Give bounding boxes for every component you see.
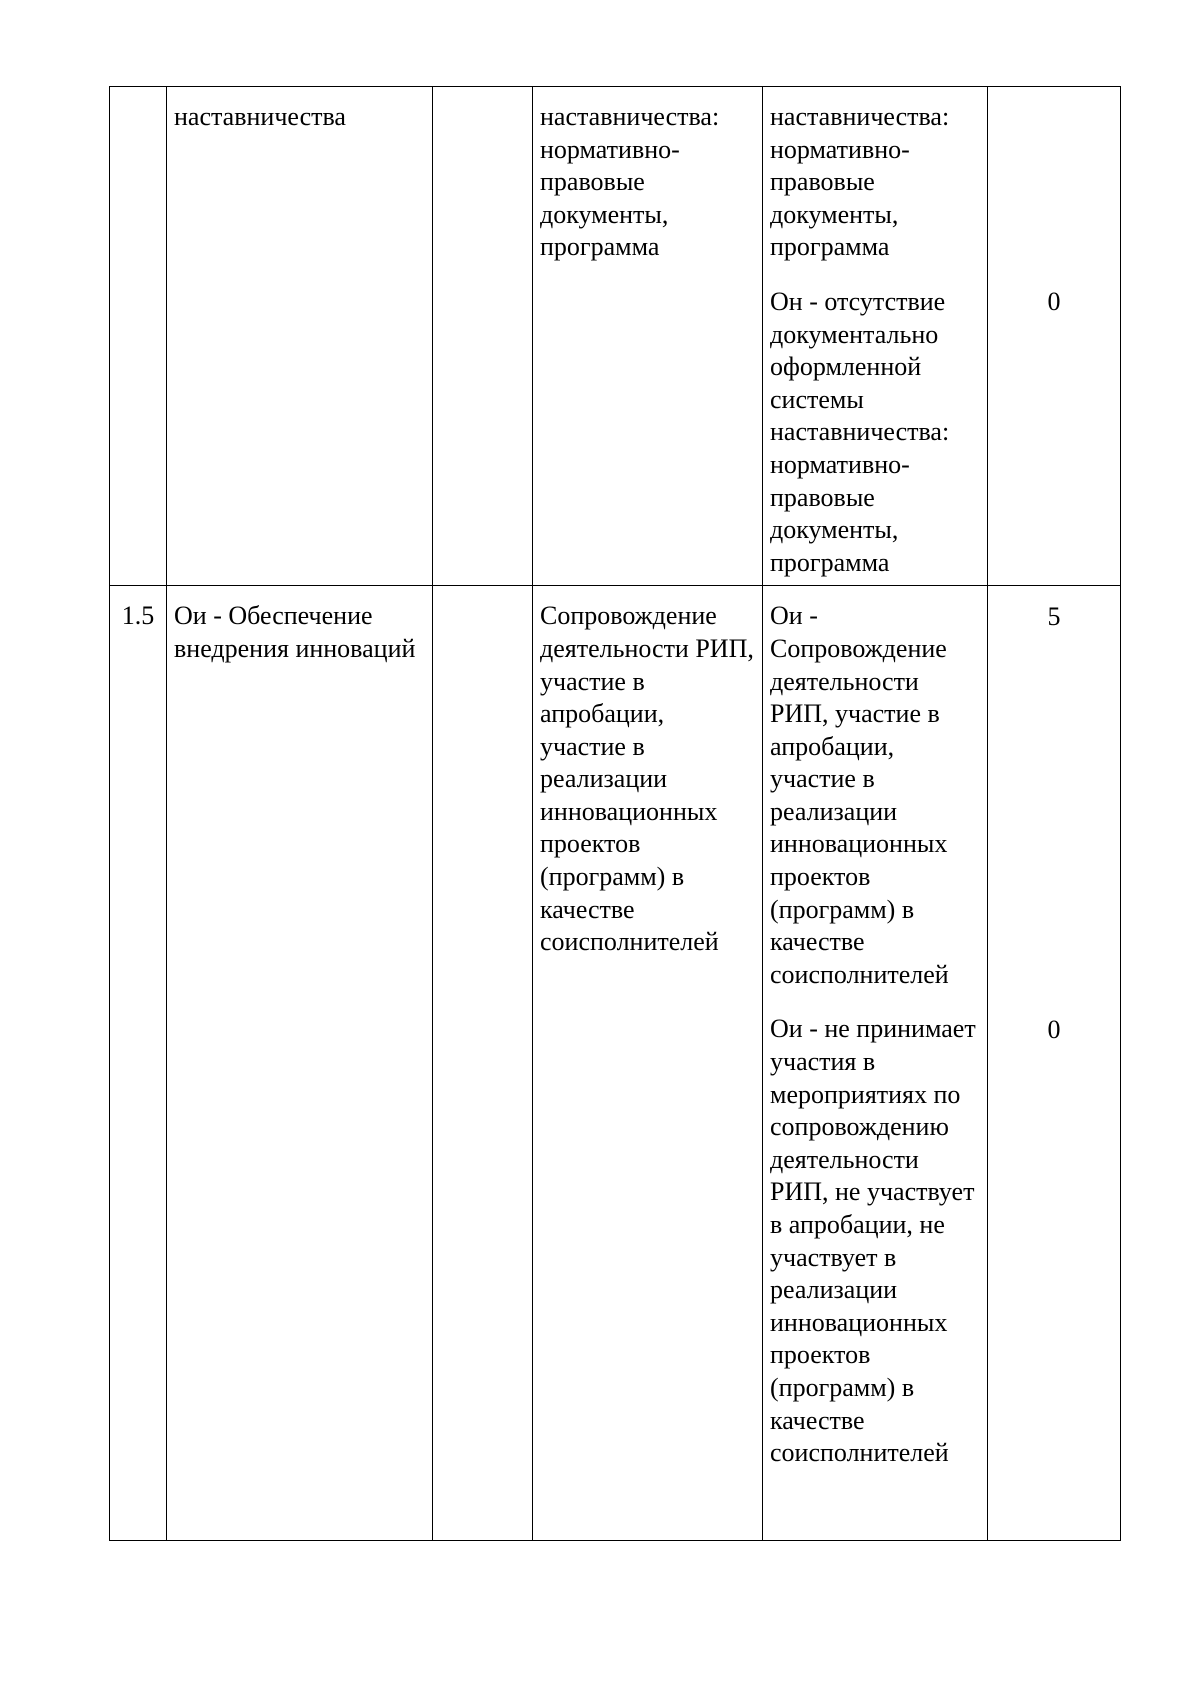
score-cell bbox=[988, 87, 1121, 586]
criteria-table bbox=[109, 86, 1121, 1541]
level-text: Ои - не принимает участия в мероприятиях по сопровождению деятельности РИП, не участвует в апробации, не участвует в реализации инновационных проектов (программ) в качестве соисполнителей bbox=[770, 1014, 976, 1468]
criterion-description: Сопровождение деятельности РИП, участие в апробации, участие в реализации инновационных проектов (программ) в качестве соисполнителей bbox=[533, 586, 763, 1541]
criterion-description: наставничества: нормативно-правовые документы, программа bbox=[533, 87, 763, 586]
level-text: Ои - Сопровождение деятельности РИП, участие в апробации, участие в реализации инновационных проектов (программ) в качестве соисполнителей bbox=[770, 601, 949, 989]
score-cell bbox=[988, 586, 1121, 1541]
score-value: 0 bbox=[1047, 287, 1061, 317]
level-text: Он - отсутствие документально оформленной системы наставничества: нормативно-правовые документы, программа bbox=[770, 286, 950, 577]
criterion-name: наставничества bbox=[167, 87, 433, 586]
level-cell bbox=[763, 87, 988, 586]
empty-cell bbox=[433, 586, 533, 1541]
score-value: 0 bbox=[1047, 1014, 1061, 1044]
row-number: 1.5 bbox=[110, 586, 167, 1541]
empty-cell bbox=[433, 87, 533, 586]
table-row bbox=[110, 87, 1121, 586]
row-number bbox=[110, 87, 167, 586]
criterion-name: Ои - Обеспечение внедрения инноваций bbox=[167, 586, 433, 1541]
level-text: наставничества: нормативно-правовые документы, программа bbox=[770, 102, 950, 262]
level-cell bbox=[763, 586, 988, 1541]
table-row bbox=[110, 586, 1121, 1541]
score-value: 5 bbox=[1047, 601, 1061, 631]
